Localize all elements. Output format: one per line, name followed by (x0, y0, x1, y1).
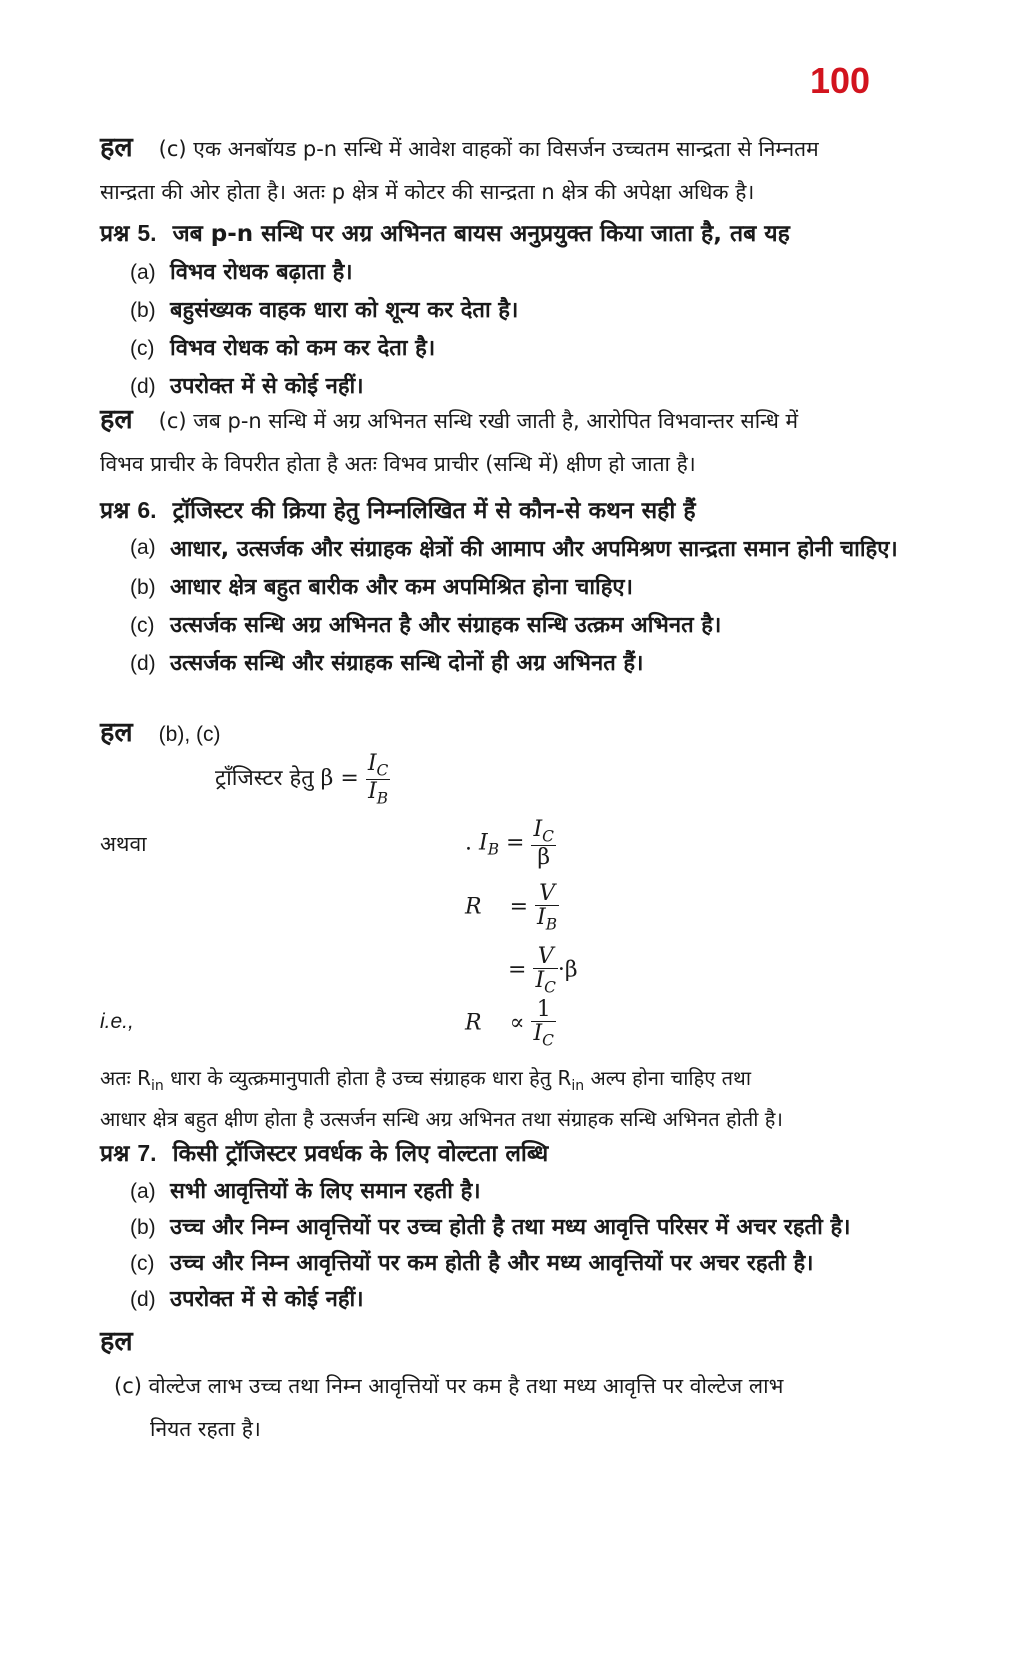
question-6-heading: प्रश्न 6. ट्रॉजिस्टर की क्रिया हेतु निम्नलिखित में से कौन-से कथन सही हैं (100, 497, 696, 524)
question-5-option-c: (c) विभव रोधक को कम कर देता है। (130, 336, 436, 361)
question-5-option-a: (a) विभव रोधक बढ़ाता है। (130, 260, 353, 285)
solution-1-line-2: सान्द्रता की ओर होता है। अतः p क्षेत्र में कोटर की सान्द्रता n क्षेत्र की अपेक्षा अधिक है। (100, 180, 755, 204)
question-7-option-d: (d) उपरोक्त में से कोई नहीं। (130, 1287, 364, 1312)
question-7 (100, 1133, 960, 1318)
question-7-option-b: (b) उच्च और निम्न आवृत्तियों पर उच्च होती है तथा मध्य आवृत्ति परिसर में अचर रहती है। (130, 1215, 851, 1240)
solution-3-answer: हल (b), (c) (100, 717, 221, 748)
solution-3-conclusion (100, 1062, 960, 1136)
question-6-option-b: (b) आधार क्षेत्र बहुत बारीक और कम अपमिश्रित होना चाहिए। (130, 575, 633, 600)
page-number: 100 (810, 60, 871, 101)
question-7-option-c: (c) उच्च और निम्न आवृत्तियों पर कम होती है और मध्य आवृत्तियों पर अचर रहती है। (130, 1251, 814, 1276)
question-5-option-b: (b) बहुसंख्यक वाहक धारा को शून्य कर देता है। (130, 298, 519, 323)
question-5-heading: प्रश्न 5. जब p-n सन्धि पर अग्र अभिनत बायस अनुप्रयुक्त किया जाता है, तब यह (100, 220, 790, 247)
question-5-text: जब p-n सन्धि पर अग्र अभिनत बायस अनुप्रयुक्त किया जाता है, तब यह (172, 221, 790, 247)
solution-2 (100, 398, 960, 486)
question-6-text: ट्रॉजिस्टर की क्रिया हेतु निम्नलिखित में से कौन-से कथन सही हैं (172, 498, 696, 524)
conclusion-line-1: अतः $R_{in}$ धारा के व्युत्क्रमानुपाती होता है उच्च संग्राहक धारा हेतु $R_{in}$ अल्प होना चाहिए तथा (100, 1066, 752, 1094)
question-5-option-d: (d) उपरोक्त में से कोई नहीं। (130, 374, 364, 399)
solution-2-line-2: विभव प्राचीर के विपरीत होता है अतः विभव प्राचीर (सन्धि में) क्षीण हो जाता है। (100, 452, 696, 476)
question-6-option-a: (a) आधार, उत्सर्जक और संग्राहक क्षेत्रों की आमाप और अपमिश्रण सान्द्रता समान होनी चाहिए। (130, 536, 898, 562)
conclusion-line-2: आधार क्षेत्र बहुत क्षीण होता है उत्सर्जन सन्धि अग्र अभिनत तथा संग्राहक सन्धि अभिनत होती है। (100, 1107, 783, 1131)
question-6-option-c: (c) उत्सर्जक सन्धि अग्र अभिनत है और संग्राहक सन्धि उत्क्रम अभिनत है। (130, 613, 722, 638)
equation-beta: ट्रॉंजिस्टर हेतु β = $\frac{I_C}{I_B}$ (215, 751, 389, 807)
equation-ib: . $I_B$ = $\frac{I_C}{\beta}$ (465, 817, 554, 870)
athva-label: अथवा (100, 832, 147, 856)
question-7-text: किसी ट्रॉजिस्टर प्रवर्धक के लिए वोल्टता लब्धि (172, 1141, 549, 1167)
solution-4-line-2: नियत रहता है। (150, 1417, 261, 1441)
solution-4-label: हल (100, 1326, 133, 1357)
equation-r: R = $\frac{V}{I_B}$ (465, 881, 558, 934)
question-7-option-a: (a) सभी आवृत्तियों के लिए समान रहती है। (130, 1179, 481, 1204)
question-5 (100, 213, 960, 406)
question-6 (100, 490, 960, 683)
solution-label: हल (100, 132, 133, 163)
solution-2-line-1: हल (c) जब p-n सन्धि में अग्र अभिनत सन्धि रखी जाती है, आरोपित विभवान्तर सन्धि में (100, 404, 799, 435)
solution-4 (100, 1320, 960, 1451)
question-6-option-d: (d) उत्सर्जक सन्धि और संग्राहक सन्धि दोनों ही अग्र अभिनत हैं। (130, 651, 644, 676)
equation-r-beta: = $\frac{V}{I_C}$ ·β (508, 944, 578, 997)
ie-label: i.e., (100, 1010, 134, 1033)
solution-4-line-1: (c) वोल्टेज लाभ उच्च तथा निम्न आवृत्तियों पर कम है तथा मध्य आवृत्ति पर वोल्टेज लाभ (114, 1374, 784, 1398)
solution-1-line-1: हल (c) एक अनबॉयड p-n सन्धि में आवेश वाहकों का विसर्जन उच्चतम सान्द्रता से निम्नतम (100, 132, 819, 163)
equation-proportional: R ∝ $\frac{1}{I_C}$ (465, 997, 554, 1050)
question-7-heading: प्रश्न 7. किसी ट्रॉजिस्टर प्रवर्धक के लिए वोल्टता लब्धि (100, 1140, 549, 1167)
solution-1 (100, 126, 960, 214)
